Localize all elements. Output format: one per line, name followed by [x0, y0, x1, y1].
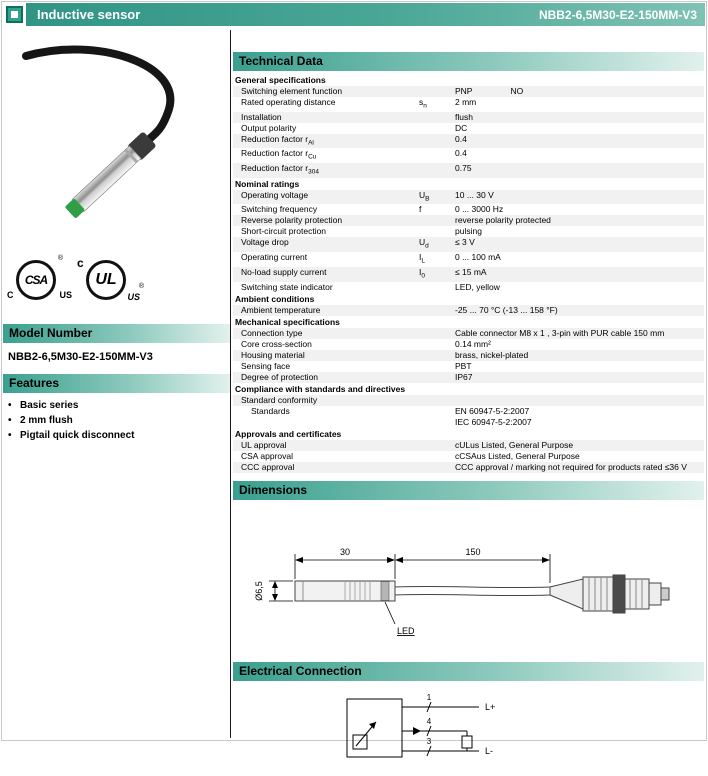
- spec-label: Operating voltage: [241, 189, 309, 200]
- spec-row: [233, 86, 704, 97]
- feature-item: [8, 398, 134, 413]
- arrow: [395, 557, 403, 563]
- spec-label: Sensing face: [241, 360, 291, 371]
- arrow: [369, 722, 376, 729]
- certification-logos: [7, 252, 144, 308]
- spec-label: Connection type: [241, 327, 303, 338]
- spec-value: cCSAus Listed, General Purpose: [455, 450, 580, 461]
- sensor-body: [63, 131, 156, 220]
- spec-label: Degree of protection: [241, 371, 319, 382]
- spec-label: Operating current: [241, 252, 308, 263]
- spec-value: flush: [455, 111, 473, 122]
- spec-row: [233, 97, 704, 112]
- part-number: NBB2-6,5M30-E2-150MM-V3: [538, 7, 697, 22]
- model-number-value: NBB2-6,5M30-E2-150MM-V3: [8, 351, 153, 363]
- sensor-cable: [26, 49, 170, 144]
- bullet-icon: •: [8, 400, 12, 411]
- section-header: Approvals and certificates: [235, 428, 342, 439]
- spec-value: -25 ... 70 °C (-13 ... 158 °F): [455, 304, 558, 315]
- ul-logo: [77, 256, 144, 302]
- spec-label: Output polarity: [241, 122, 297, 133]
- dim-150-label: 150: [465, 546, 481, 557]
- pin-1-label: 1: [426, 692, 432, 702]
- csa-logo: [7, 255, 72, 300]
- spec-symbol: $I_0$: [419, 266, 425, 280]
- spec-value: 0.4: [455, 148, 467, 159]
- spec-value: reverse polarity protected: [455, 215, 551, 226]
- load-symbol: [462, 736, 472, 748]
- registered-mark: ®: [57, 255, 63, 262]
- spec-row: [233, 328, 704, 339]
- features-header: Features: [3, 374, 230, 393]
- spec-row: [233, 148, 704, 163]
- dimension-drawing: [245, 526, 685, 654]
- tech-table: [233, 74, 704, 473]
- spec-label: Standards: [251, 405, 290, 416]
- spec-value: ≤ 15 mA: [455, 266, 487, 277]
- cable-lines: [395, 586, 550, 595]
- spec-row: [233, 112, 704, 123]
- spec-symbol: $U_B$: [419, 189, 430, 203]
- features-list: [8, 398, 134, 443]
- csa-us-mark: US: [59, 290, 72, 300]
- spec-label: Voltage drop: [241, 237, 289, 248]
- spec-label: Short-circuit protection: [241, 226, 327, 237]
- feature-item: [8, 413, 134, 428]
- spec-value: cULus Listed, General Purpose: [455, 439, 574, 450]
- spec-row: [233, 282, 704, 293]
- product-photo: [6, 42, 224, 240]
- spec-label: No-load supply current: [241, 266, 327, 277]
- spec-row: [233, 361, 704, 372]
- spec-value: LED, yellow: [455, 281, 500, 292]
- spec-row: [233, 440, 704, 451]
- spec-label: Core cross-section: [241, 338, 312, 349]
- spec-symbol: f: [419, 204, 422, 215]
- spec-label: Switching element function: [241, 86, 343, 96]
- spec-symbol: $s_n$: [419, 97, 427, 110]
- spec-row: [233, 451, 704, 462]
- spec-label: Rated operating distance: [241, 97, 336, 107]
- spec-row: [233, 305, 704, 316]
- dim-30-label: 30: [339, 546, 351, 557]
- spec-label: Reduction factor $r_{Cu}$: [241, 148, 317, 162]
- spec-value: 0.75: [455, 163, 472, 174]
- spec-value: brass, nickel-plated: [455, 349, 529, 360]
- spec-row: [233, 215, 704, 226]
- spec-value: PNP NO: [455, 86, 524, 96]
- spec-row: [233, 123, 704, 134]
- ul-us-mark: US: [127, 292, 140, 302]
- spec-value: 0 ... 3000 Hz: [455, 204, 504, 215]
- spec-row: [233, 226, 704, 237]
- spec-value: 0.14 mm²: [455, 338, 491, 349]
- spec-row: [233, 252, 704, 267]
- arrow: [387, 557, 395, 563]
- csa-circle: CSA: [16, 260, 56, 300]
- csa-c-mark: C: [7, 290, 14, 300]
- l-plus-label: L+: [485, 701, 496, 712]
- arrow: [542, 557, 550, 563]
- feature-text: Basic series: [20, 400, 79, 411]
- ul-c-mark: c: [77, 256, 84, 270]
- led-leader-line: [385, 602, 395, 624]
- spec-label: Installation: [241, 111, 282, 122]
- spec-label: Housing material: [241, 349, 305, 360]
- spec-row: [233, 163, 704, 178]
- spec-label: CSA approval: [241, 450, 293, 461]
- spec-row: [233, 350, 704, 361]
- spec-row: [233, 462, 704, 473]
- spec-label: Ambient temperature: [241, 304, 321, 315]
- column-divider: [230, 30, 231, 738]
- spec-label: UL approval: [241, 439, 287, 450]
- spec-value: IP67: [455, 371, 473, 382]
- spec-symbol: $I_L$: [419, 252, 425, 265]
- electrical-connection-header: Electrical Connection: [233, 662, 704, 681]
- feature-item: [8, 428, 134, 443]
- sensor-box: [347, 699, 402, 757]
- spec-row: [233, 190, 704, 205]
- spec-label: CCC approval: [241, 461, 295, 472]
- spec-value: PBT: [455, 360, 472, 371]
- spec-row: [233, 237, 704, 252]
- pin-3-label: 3: [426, 736, 432, 746]
- section-header: Compliance with standards and directives: [235, 383, 406, 394]
- spec-value: 0.4: [455, 133, 467, 144]
- spec-value: 0 ... 100 mA: [455, 252, 501, 263]
- output-arrow: [413, 727, 421, 735]
- led-label: LED: [397, 625, 415, 636]
- section-header: General specifications: [235, 75, 326, 85]
- product-type-title: Inductive sensor: [37, 7, 141, 22]
- ul-circle: UL: [86, 260, 126, 300]
- spec-row: [233, 267, 704, 282]
- spec-row: [233, 406, 704, 428]
- spec-row: [233, 134, 704, 149]
- wiring-diagram: [329, 691, 549, 771]
- spec-value: 10 ... 30 V: [455, 189, 494, 200]
- spec-label: Standard conformity: [241, 394, 318, 405]
- dimensions-figure: [233, 500, 704, 658]
- spec-label: Switching state indicator: [241, 281, 333, 292]
- spec-label: Switching frequency: [241, 204, 318, 215]
- arrow: [272, 594, 278, 601]
- arrow: [272, 581, 278, 588]
- m8-connector: [550, 575, 669, 613]
- spec-value: CCC approval / marking not required for products rated ≤36 V: [455, 461, 687, 472]
- spec-row: [233, 372, 704, 383]
- spec-value: ≤ 3 V: [455, 237, 475, 248]
- dim-150-lines: [397, 554, 550, 583]
- spec-row: [233, 395, 704, 406]
- spec-row: [233, 339, 704, 350]
- spec-row: [233, 204, 704, 215]
- l-minus-label: L-: [485, 745, 494, 756]
- spec-symbol: $U_d$: [419, 237, 429, 251]
- bullet-icon: •: [8, 430, 12, 441]
- registered-mark: ®: [138, 283, 144, 290]
- spec-value: Cable connector M8 x 1 , 3-pin with PUR cable 150 mm: [455, 327, 665, 338]
- spec-value: EN 60947-5-2:2007 IEC 60947-5-2:2007: [455, 405, 532, 427]
- spec-value: 2 mm: [455, 97, 477, 107]
- dim-diameter-label: Ø6,5: [254, 580, 264, 601]
- spec-value: DC: [455, 122, 468, 133]
- technical-data-header: Technical Data: [233, 52, 704, 71]
- brand-icon: [3, 3, 26, 26]
- section-header: Nominal ratings: [235, 178, 300, 189]
- dim-30-lines: [295, 554, 395, 579]
- spec-value: pulsing: [455, 226, 482, 237]
- spec-label: Reverse polarity protection: [241, 215, 343, 226]
- section-header: Mechanical specifications: [235, 316, 340, 327]
- right-column: [233, 30, 704, 776]
- dimensions-header: Dimensions: [233, 481, 704, 500]
- header-bar: [3, 3, 705, 26]
- electrical-figure: [233, 681, 704, 776]
- feature-text: Pigtail quick disconnect: [20, 430, 135, 441]
- sensor-photo-illustration: [6, 42, 224, 238]
- model-number-header: Model Number: [3, 324, 230, 343]
- arrow: [295, 557, 303, 563]
- spec-label: Reduction factor $r_{304}$: [241, 163, 319, 176]
- bullet-icon: •: [8, 415, 12, 426]
- feature-text: 2 mm flush: [20, 415, 73, 426]
- pin-4-label: 4: [426, 716, 432, 726]
- dim-diameter-lines: [269, 581, 293, 601]
- section-header: Ambient conditions: [235, 293, 315, 304]
- led-ring: [381, 581, 389, 600]
- spec-label: Reduction factor $r_{Al}$: [241, 133, 314, 147]
